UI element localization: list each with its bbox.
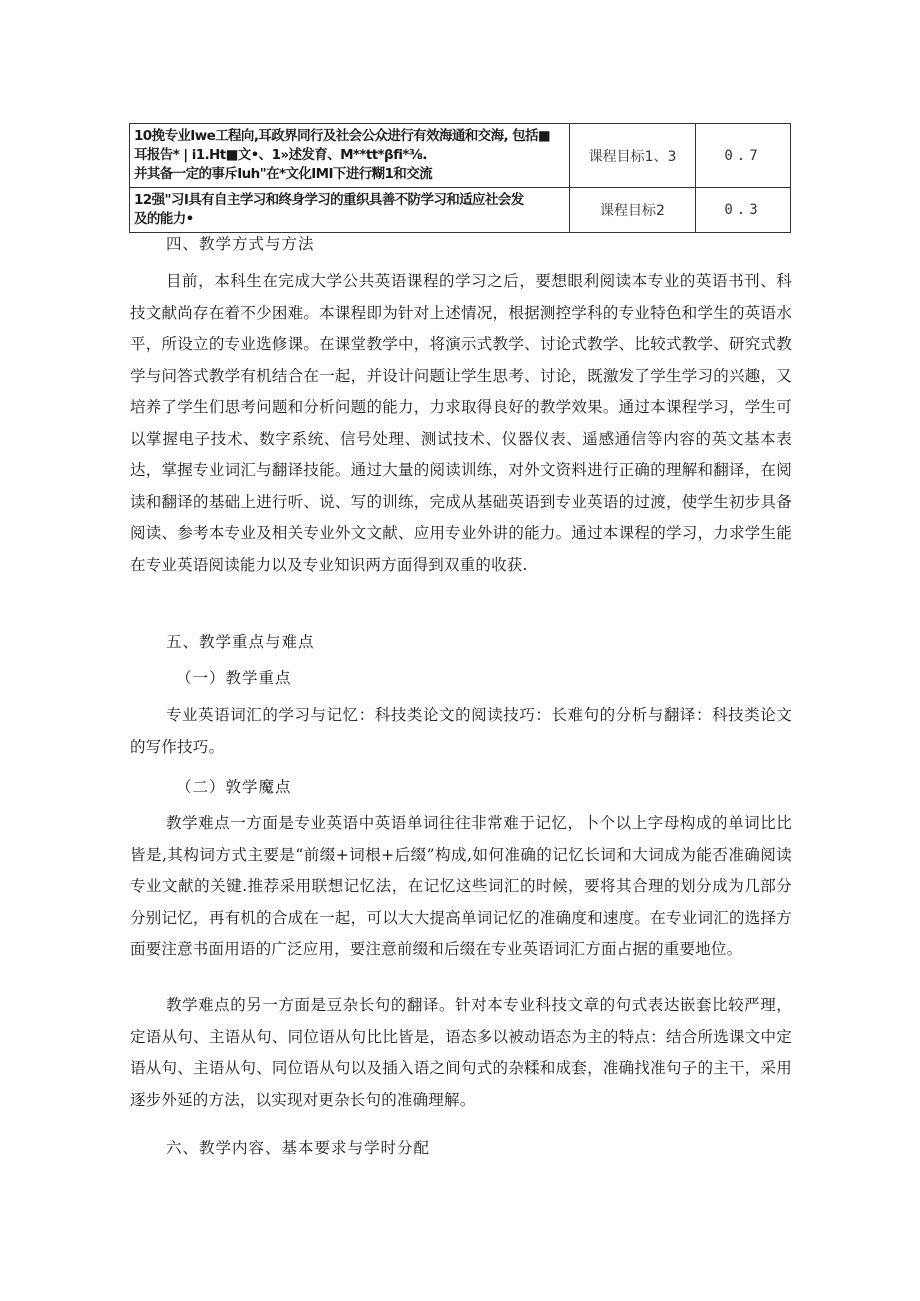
course-goal-cell: 课程目标1、3 — [570, 124, 696, 188]
difficulties-paragraph-2: 教学难点的另一方面是豆杂长句的翻译。针对本专业科技文章的句式表达嵌套比较严理，定语从句、主语从句、同位语从句比比皆是，语态多以被动语态为主的特点：结合所选课文中定语从句、主语从句、同位语从句以及插入语之间句式的杂糅和成套，准确找准句子的主干，采用逐步外延的方法，以实现对更杂长句的准确理解。 — [130, 996, 792, 1109]
requirement-cell — [130, 188, 570, 233]
difficulties-paragraph-1: 教学难点一方面是专业英语中英语单词往往非常难于记忆，卜个以上字母构成的单词比比皆是,其构词方式主要是“前缀+词根+后缀”构成,如何准确的记忆长词和大词成为能否准确阅读专业文献的关键.推荐采用联想记忆法，在记忆这些词汇的时候，要将其合理的划分成为几部分分别记忆，再有机的合成在一起，可以大大提高单词记忆的准确度和速度。在专业词汇的选择方面要注意书面用语的广泛应用，要注意前缀和后缀在专业英语词汇方面占据的重要地位。 — [130, 814, 792, 958]
section-heading-key-points: 五、教学重点与难点 — [166, 633, 315, 651]
weight-cell: 0.7 — [696, 124, 791, 188]
requirement-cell — [130, 124, 570, 188]
table-row — [130, 124, 791, 188]
course-goal-cell: 课程目标2 — [570, 188, 696, 233]
requirement-text-line: 10挽专业Iwe工程向,耳政界同行及社会公众进行有效海通和交海, 包括■ — [134, 128, 551, 144]
subheading-difficulties: （二）敦学魔点 — [176, 778, 292, 796]
subheading-key-points: （一）教学重点 — [176, 669, 292, 687]
requirement-text-line: 及的能力• — [134, 211, 194, 227]
graduation-requirements-table — [129, 123, 791, 233]
section-heading-teaching-methods: 四、教学方式与方法 — [166, 235, 315, 253]
teaching-methods-paragraph: 目前，本科生在完成大学公共英语课程的学习之后，要想眼利阅读本专业的英语书刊、科技文献尚存在着不少困难。本课程即为针对上述情况，根据测控学科的专业特色和学生的英语水平，所设立的专业选修课。在课堂教学中，将演示式教学、讨论式教学、比较式教学、研究式教学与问答式教学有机结合在一起，并设计问题让学生思考、讨论，既激发了学生学习的兴趣，又培养了学生们思考问题和分析问题的能力，力求取得良好的教学效果。通过本课程学习，学生可以掌握电子技术、数字系统、信号处理、测试技术、仪器仪表、遥感通信等内容的英文基本表达，掌握专业词汇与翻译技能。通过大量的阅读训练，对外文资料进行正确的理解和翻译，在阅读和翻译的基础上进行听、说、写的训练，完成从基础英语到专业英语的过渡，使学生初步具备阅读、参考本专业及相关专业外文文献、应用专业外讲的能力。通过本课程的学习，力求学生能在专业英语阅读能力以及专业知识两方面得到双重的收获. — [130, 272, 792, 574]
requirement-text-line: 耳报告* | i1.Ht■文•、1»述发育、M**tt*βfi*⅜. — [134, 147, 427, 163]
requirement-text-line: 12强"习I具有自主学习和终身学习的重织具善不防学习和适应社会发 — [134, 192, 524, 208]
weight-cell: 0.3 — [696, 188, 791, 233]
section-heading-teaching-content: 六、教学内容、基本要求与学时分配 — [166, 1139, 431, 1157]
key-points-paragraph: 专业英语词汇的学习与记忆：科技类论文的阅读技巧：长难句的分析与翻译：科技类论文的写作技巧。 — [130, 706, 792, 756]
table-row — [130, 188, 791, 233]
requirement-text-line: 并其备一定的事斥Iuh"在*文化IMI下进行糊1和交流 — [134, 166, 433, 182]
